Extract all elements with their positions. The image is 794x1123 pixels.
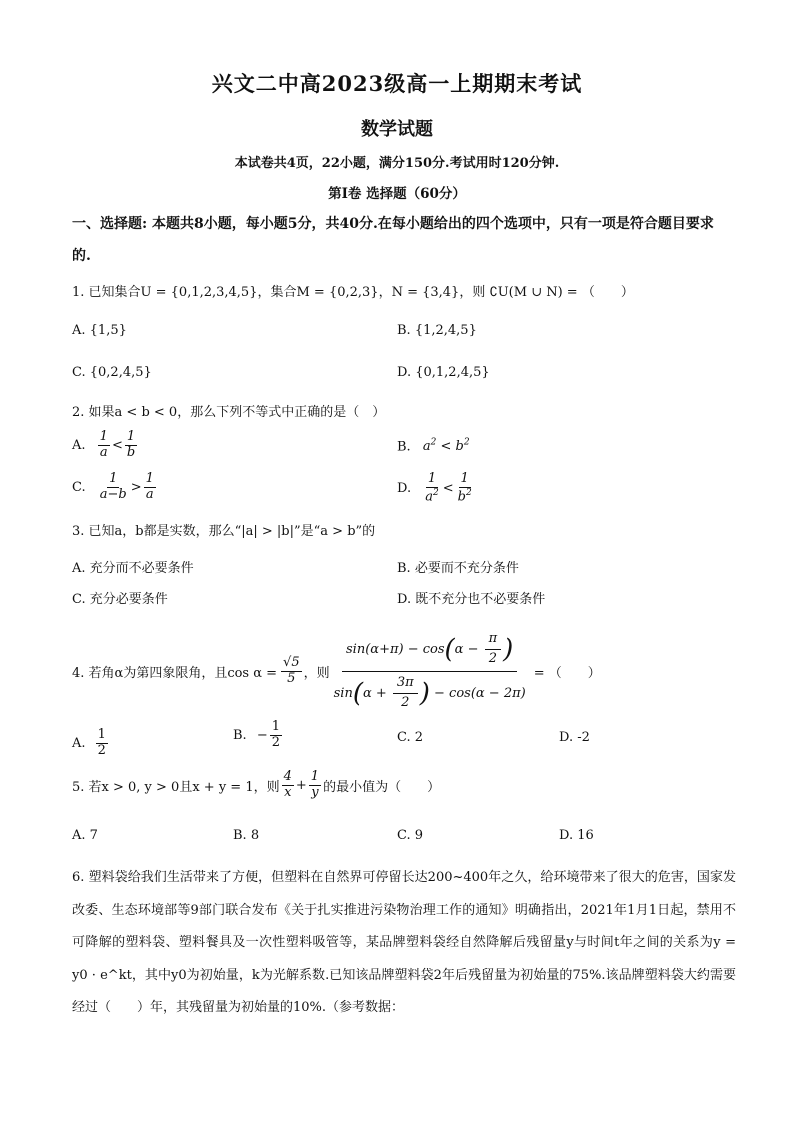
q4-option-d: D. -2	[559, 730, 590, 745]
q4-suffix: = （ ）	[533, 665, 601, 681]
question-2: 2. 如果a < b < 0，那么下列不等式中正确的是（ ）	[72, 405, 386, 420]
part-heading: 第I卷 选择题（60分）	[328, 186, 466, 202]
question-1: 1. 已知集合U = {0,1,2,3,4,5}，集合M = {0,2,3}，N = {3,4}，则 ∁U(M ∪ N) = （ ）	[72, 285, 634, 300]
question-5: 5. 若x > 0, y > 0且x + y = 1，则 $\frac{4}{x}$ + $\frac{1}{y}$ 的最小值为（ ）	[72, 769, 441, 800]
q5-suffix: 的最小值为（ ）	[323, 779, 441, 795]
q5-option-d: D. 16	[559, 828, 594, 843]
exam-subtitle: 数学试题	[361, 119, 433, 140]
q3-option-b: B. 必要而不充分条件	[397, 561, 519, 576]
q2-option-a-label: A.	[72, 437, 86, 453]
exam-info: 本试卷共4页，22小题，满分150分.考试用时120分钟.	[234, 156, 560, 171]
q1-option-c: C. {0,2,4,5}	[72, 365, 152, 380]
question-4: 4. 若角α为第四象限角，且cos α = $\frac{√5}{5}$ ，则 sin(α+π) − cos(α − $\frac{\pi}{2}$ ) sin(α + $\frac{3\pi}{2}$ ) − cos(α − 2π) = （ ）	[72, 628, 601, 715]
question-3: 3. 已知a，b都是实数，那么“|a| > |b|”是“a > b”的	[72, 524, 376, 539]
q4-option-c: C. 2	[397, 730, 424, 745]
q5-option-a: A. 7	[72, 828, 98, 843]
q2-option-d: D. $\frac{1}{a^2}$ < $\frac{1}{b^2}$	[397, 471, 472, 505]
q5-prefix: 5. 若x > 0, y > 0且x + y = 1，则	[72, 779, 280, 795]
section-heading: 一、选择题: 本题共8小题，每小题5分，共40分.在每小题给出的四个选项中，只有一项是符合题目要求的.	[72, 216, 714, 264]
q1-option-a: A. {1,5}	[72, 323, 127, 338]
q4-option-b: B. − $\frac{1}{2}$	[233, 719, 281, 750]
q2-option-d-label: D.	[397, 481, 412, 497]
q3-option-a: A. 充分而不必要条件	[72, 561, 194, 576]
q4-then: ，则	[303, 665, 330, 681]
question-6: 6. 塑料袋给我们生活带来了方便，但塑料在自然界可停留长达200~400年之久，给环境带来了很大的危害，国家发改委、生态环境部等9部门联合发布《关于扎实推进污染物治理工作的通知》明确指出，2021年1月1日起，禁用不可降解的塑料袋、塑料餐具及一次性塑料吸管等，某品牌塑料袋经自然降解后残留量y与时间t年之间的关系为y = y0 · e^kt，其中y0为初始量，k为光解系数.已知该品牌塑料袋2年后残留量为初始量的75%.该品牌塑料袋大约需要经过（ ）年，其残留量为初始量的10%.（参考数据：	[72, 870, 736, 1015]
q2-option-b: B. $a^2 < b^2$	[397, 438, 470, 455]
q5-option-c: C. 9	[397, 828, 424, 843]
q2-option-a: A. $\frac{1}{a}$ < $\frac{1}{b}$	[72, 429, 136, 460]
exam-title: 兴文二中高2023级高一上期期末考试	[211, 71, 583, 96]
q3-option-c: C. 充分必要条件	[72, 592, 168, 607]
q3-option-d: D. 既不充分也不必要条件	[397, 592, 546, 607]
q5-option-b: B. 8	[233, 828, 260, 843]
q4-expression: sin(α+π) − cos(α − $\frac{\pi}{2}$ ) sin(α + $\frac{3\pi}{2}$ ) − cos(α − 2π)	[330, 628, 530, 715]
q4-option-a: A. $\frac{1}{2}$	[72, 727, 106, 758]
q4-prefix: 4. 若角α为第四象限角，且cos α =	[72, 665, 278, 681]
q1-option-d: D. {0,1,2,4,5}	[397, 365, 490, 380]
q2-option-c: C. $\frac{1}{a-b}$ > $\frac{1}{a}$	[72, 471, 154, 502]
q1-option-b: B. {1,2,4,5}	[397, 323, 477, 338]
q2-option-c-label: C.	[72, 479, 86, 495]
q2-option-b-label: B.	[397, 439, 411, 455]
